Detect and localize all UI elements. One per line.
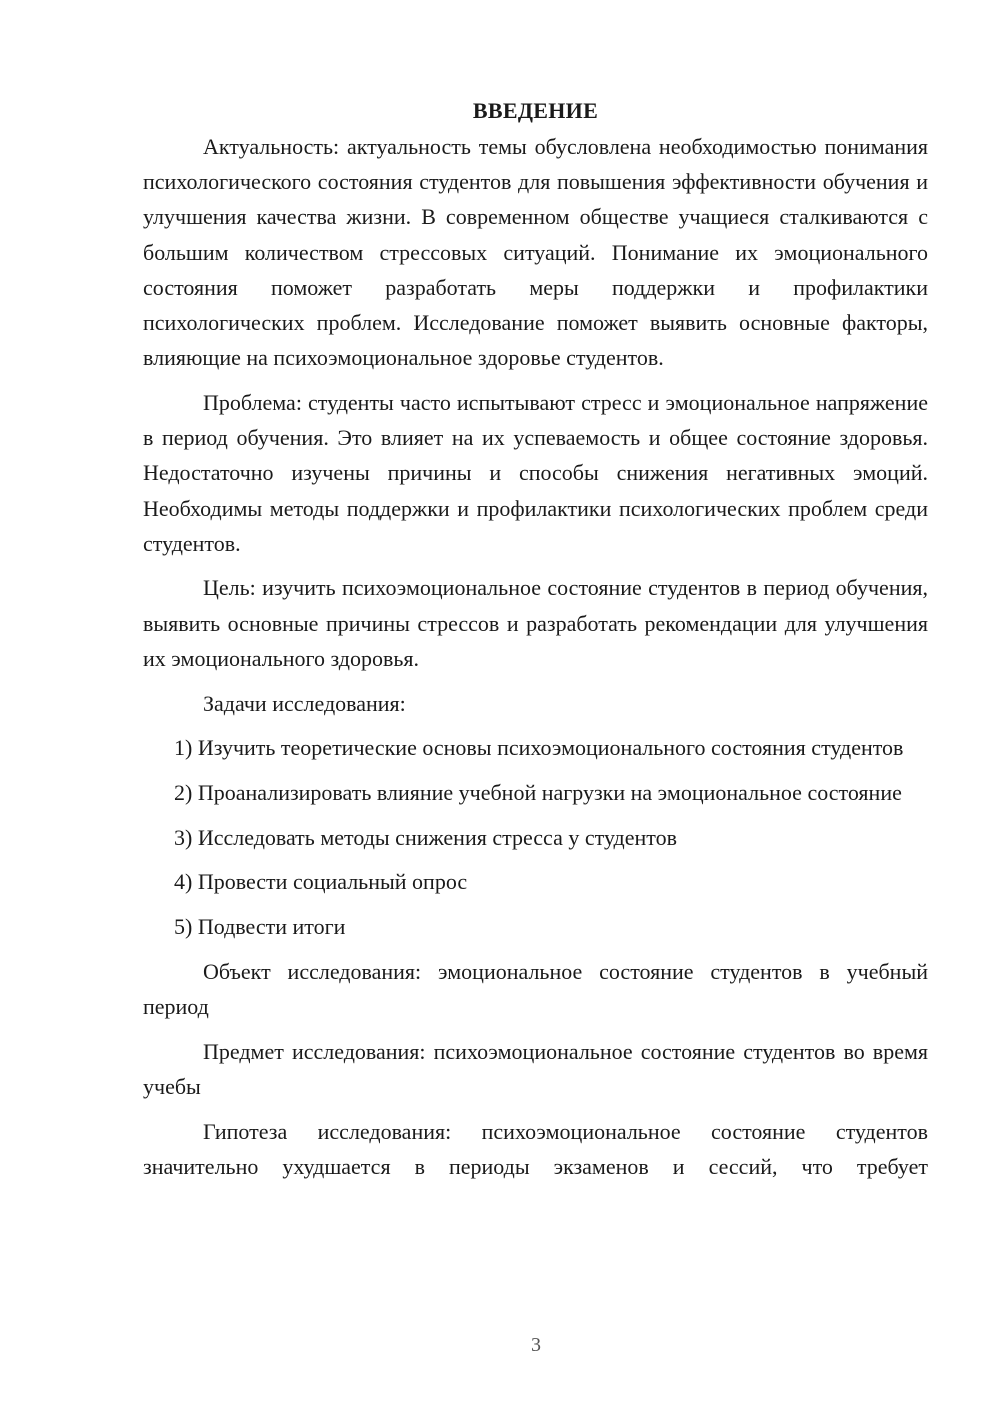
task-item-5: 5) Подвести итоги (174, 914, 346, 940)
page-title: ВВЕДЕНИЕ (472, 98, 599, 123)
task-item-1: 1) Изучить теоретические основы психоэмоционального состояния студентов (174, 735, 904, 761)
paragraph-object: Объект исследования: эмоциональное состояние студентов в учебный период (143, 958, 928, 1019)
page-number: 3 (531, 1334, 541, 1356)
paragraph-hypothesis: Гипотеза исследования: психоэмоциональное состояние студентов значительно ухудшается в периоды экзаменов и сессий, что требует (143, 1118, 928, 1179)
document-page (143, 93, 928, 1184)
task-item-3: 3) Исследовать методы снижения стресса у студентов (174, 824, 678, 850)
tasks-title: Задачи исследования: (203, 690, 406, 716)
paragraph-problem: Проблема: студенты часто испытывают стресс и эмоциональное напряжение в период обучения. Это влияет на их успеваемость и общее состояние здоровья. Недостаточно изучены причины и способы снижения негативных эмоций. Необходимы методы поддержки и профилактики психологических проблем среди студентов. (143, 389, 928, 556)
paragraph-subject: Предмет исследования: психоэмоциональное состояние студентов во время учебы (143, 1038, 928, 1099)
task-item-4: 4) Провести социальный опрос (174, 869, 468, 895)
task-item-2: 2) Проанализировать влияние учебной нагрузки на эмоциональное состояние (174, 779, 902, 805)
paragraph-goal: Цель: изучить психоэмоциональное состояние студентов в период обучения, выявить основные причины стрессов и разработать рекомендации для улучшения их эмоционального здоровья. (143, 575, 928, 671)
paragraph-relevance: Актуальность: актуальность темы обусловлена необходимостью понимания психологического состояния студентов для повышения эффективности обучения и улучшения качества жизни. В современном обществе учащиеся сталкиваются с большим количеством стрессовых ситуаций. Понимание их эмоционального состояния поможет разработать меры поддержки и профилактики психологических проблем. Исследование поможет выявить основные факторы, влияющие на психоэмоциональное здоровье студентов. (143, 134, 928, 371)
